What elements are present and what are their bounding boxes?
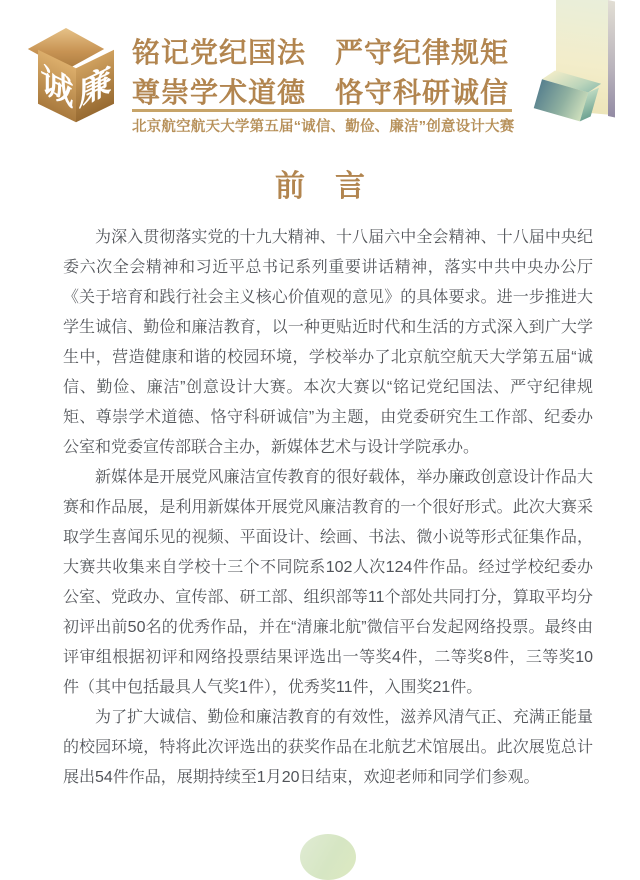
foreword-paragraph: 为了扩大诚信、勤俭和廉洁教育的有效性，滋养风清气正、充满正能量的校园环境，特将此次评选出的获奖作品在北航艺术馆展出。此次展览总计展出54件作品，展期持续至1月20日结束，欢迎老师和同学们参观。 [63,709,593,786]
pillar-side-face [608,0,615,117]
header-divider [132,109,512,112]
foreword-paragraph: 为深入贯彻落实党的十九大精神、十八届六中全会精神、十八届中央纪委六次全会精神和习近平总书记系列重要讲话精神，落实中共中央办公厅《关于培育和践行社会主义核心价值观的意见》的具体要求。进一步推进大学生诚信、勤俭和廉洁教育，以一种更贴近时代和生活的方式深入到广大学生中，营造健康和谐的校园环境，学校举办了北京航空航天大学第五届“诚信、勤俭、廉洁”创意设计大赛。本次大赛以“铭记党纪国法、严守纪律规矩、尊崇学术道德、恪守科研诚信”为主题，由党委研究生工作部、纪委办公室和党委宣传部联合主办，新媒体艺术与设计学院承办。 [63,229,593,456]
foreword-paragraph: 新媒体是开展党风廉洁宣传教育的很好载体，举办廉政创意设计作品大赛和作品展，是利用新媒体开展党风廉洁教育的一个很好形式。此次大赛采取学生喜闻乐见的视频、平面设计、绘画、书法、微小说等形式征集作品，大赛共收集来自学校十三个不同院系102人次124件作品。经过学校纪委办公室、党政办、宣传部、研工部、组织部等11个部处共同打分，算取平均分初评出前50名的优秀作品，并在“清廉北航”微信平台发起网络投票。最终由评审组根据初评和网络投票结果评选出一等奖4件，二等奖8件，三等奖10件（其中包括最具人气奖1件），优秀奖11件，入围奖21件。 [63,469,593,696]
header-title-line1: 铭记党纪国法 严守纪律规矩 [132,37,510,68]
chengjie-cube-logo-icon [26,20,128,134]
foreword-heading: 前 言 [275,170,365,203]
logo-char-cheng: 诚 [40,59,74,113]
header-subtitle: 北京航空航天大学第五届“诚信、勤俭、廉洁”创意设计大赛 [132,119,515,135]
foreword-body [63,223,593,793]
header-title-line2: 尊崇学术道德 恪守科研诚信 [132,77,510,108]
orb-graphic [300,834,356,880]
logo-char-lian: 廉 [78,59,112,113]
